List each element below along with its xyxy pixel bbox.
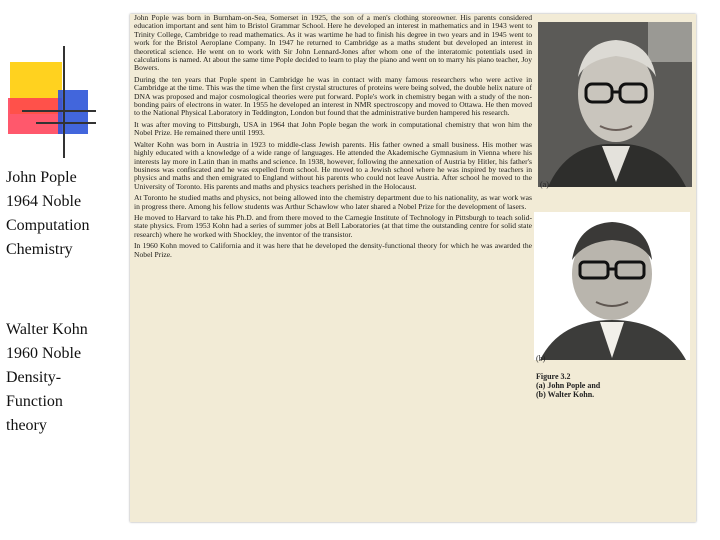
caption-line: Density- <box>6 369 62 386</box>
scanned-book-page <box>130 14 696 522</box>
decorative-horizontal-line <box>22 110 96 112</box>
paragraph: John Pople was born in Burnham-on-Sea, Somerset in 1925, the son of a men's clothing storeowner. His parents considered education important and sent him to Bristol Grammar School. Here he developed an interest in mathematics and in 1943 went to Trinity College, Cambridge to read mathematics. As it was wartime he had to finish his degree in two years and in 1945 went to work for the Bristol Aeroplane Company. In 1947 he returned to Cambridge as a maths student but developed an interest in theoretical science. He went on to work with Sir John Lennard-Jones after whom one of the interatomic potentials used in calculations is named. At about the same time Pople decided to learn to play the piano and went on to marry his piano teacher, Joy Bowers. <box>134 14 532 73</box>
kohn-caption <box>6 318 88 438</box>
portrait-illustration-pople <box>538 22 692 187</box>
caption-line: 1960 Noble <box>6 345 82 362</box>
decorative-red-square <box>8 98 62 134</box>
figure-title: Figure 3.2 <box>536 372 571 381</box>
decorative-vertical-line <box>63 46 65 158</box>
paragraph: In 1960 Kohn moved to California and it was here that he developed the density-functional theory for which he was awarded the Nobel Prize. <box>134 241 532 259</box>
caption-line: Walter Kohn <box>6 321 88 338</box>
caption-line: John Pople <box>6 169 77 186</box>
portrait-illustration-kohn <box>534 212 690 360</box>
caption-line: 1964 Noble <box>6 193 82 210</box>
figure-caption-line: (b) Walter Kohn. <box>536 390 595 399</box>
john-pople-photo <box>538 22 692 187</box>
paragraph: He moved to Harvard to take his Ph.D. and from there moved to the Carnegie Institute of Technology in Pittsburgh to teach solid-state physics. From 1953 Kohn had a series of summer jobs at Bell Laboratories (at that time the outstanding centre for solid state research) where he worked with Shockley, the inventor of the transistor. <box>134 212 532 239</box>
figure-caption <box>536 372 600 399</box>
paragraph: At Toronto he studied maths and physics, not being allowed into the chemistry department due to his nationality, as war work was in progress there. Among his fellow students was Arthur Schawlow who later shared a Nobel Prize for the development of lasers. <box>134 193 532 211</box>
biography-text <box>134 14 532 522</box>
caption-line: Computation <box>6 217 90 234</box>
paragraph: During the ten years that Pople spent in Cambridge he was in contact with many famous researchers who were active in Cambridge at the time. This was the time when the first crystal structures of proteins were being solved, the double helix nature of DNA was proposed and major cosmological theories were put forward. Pople's work in chemistry began with a study of the non-bonding pairs of electrons in water. In 1955 he developed an interest in NMR spectroscopy and moved to Ottawa. He then moved to the National Physical Laboratory in Teddington, London but found that the administrative burden hampered his research. <box>134 74 532 118</box>
walter-kohn-photo <box>534 212 690 360</box>
figure-label-a: (a) <box>540 180 549 189</box>
decorative-horizontal-line-2 <box>36 122 96 124</box>
caption-line: Function <box>6 393 63 410</box>
figure-caption-line: (a) John Pople and <box>536 381 601 390</box>
paragraph: Walter Kohn was born in Austria in 1923 to middle-class Jewish parents. His father owned a small business. His mother was highly educated with a knowledge of a wide range of languages. He attended the Akademische Gymnasium in Vienna where his interests lay more in Latin than in maths and science. In 1938, however, following the annexation of Austria by Hitler, his father's business was confiscated and he was expelled from school. He moved to a Jewish school where he was inspired by teachers in physics and maths and then emigrated to England without his parents who could not leave Austria. After school he moved to the University of Toronto. His parents and maths and physics teachers perished in the Holocaust. <box>134 139 532 191</box>
caption-line: Chemistry <box>6 241 73 258</box>
pople-caption <box>6 166 90 262</box>
figure-label-b: (b) <box>536 354 546 363</box>
caption-line: theory <box>6 417 47 434</box>
paragraph: It was after moving to Pittsburgh, USA in 1964 that John Pople began the work in computational chemistry that won him the Nobel Prize. He remained there until 1993. <box>134 119 532 138</box>
